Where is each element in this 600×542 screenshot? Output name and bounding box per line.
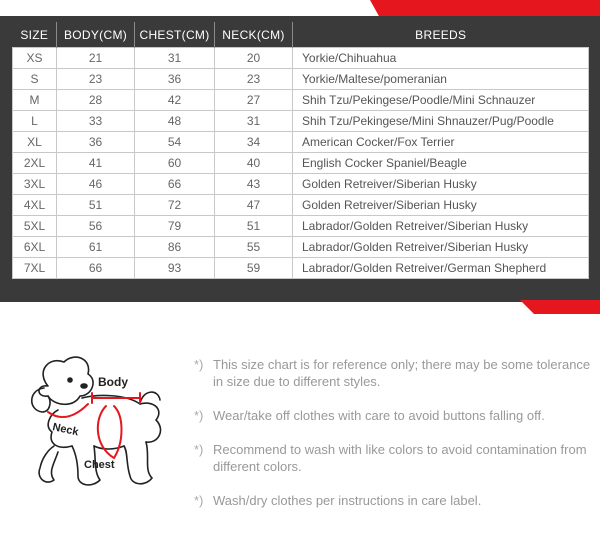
cell-body: 51 xyxy=(57,195,135,216)
body-label: Body xyxy=(98,375,128,389)
note-bullet: *) xyxy=(194,493,204,508)
cell-chest: 42 xyxy=(135,90,215,111)
cell-chest: 72 xyxy=(135,195,215,216)
cell-neck: 55 xyxy=(215,237,293,258)
table-row xyxy=(13,48,589,69)
cell-chest: 60 xyxy=(135,153,215,174)
note-bullet: *) xyxy=(194,408,204,423)
cell-breeds: Labrador/Golden Retreiver/German Shepherd xyxy=(293,258,589,279)
note-bullet: *) xyxy=(194,442,204,457)
cell-chest: 54 xyxy=(135,132,215,153)
cell-body: 33 xyxy=(57,111,135,132)
cell-breeds: English Cocker Spaniel/Beagle xyxy=(293,153,589,174)
cell-neck: 40 xyxy=(215,153,293,174)
note-text: This size chart is for reference only; there may be some tolerance in size due to different styles. xyxy=(213,357,591,389)
header-neck: NECK(CM) xyxy=(215,22,293,48)
neck-measure-line xyxy=(48,404,88,417)
note-text: Recommend to wash with like colors to avoid contamination from different colors. xyxy=(213,442,587,474)
header-chest: CHEST(CM) xyxy=(135,22,215,48)
cell-breeds: Golden Retreiver/Siberian Husky xyxy=(293,195,589,216)
cell-body: 21 xyxy=(57,48,135,69)
cell-breeds: American Cocker/Fox Terrier xyxy=(293,132,589,153)
cell-chest: 93 xyxy=(135,258,215,279)
cell-size: XL xyxy=(13,132,57,153)
cell-size: S xyxy=(13,69,57,90)
neck-label: Neck xyxy=(51,421,80,439)
cell-breeds: Golden Retreiver/Siberian Husky xyxy=(293,174,589,195)
cell-body: 66 xyxy=(57,258,135,279)
table-row xyxy=(13,237,589,258)
cell-neck: 47 xyxy=(215,195,293,216)
table-row xyxy=(13,111,589,132)
chest-label: Chest xyxy=(84,459,115,471)
cell-body: 41 xyxy=(57,153,135,174)
note-bullet: *) xyxy=(194,357,204,372)
cell-breeds: Labrador/Golden Retreiver/Siberian Husky xyxy=(293,237,589,258)
cell-neck: 43 xyxy=(215,174,293,195)
cell-neck: 27 xyxy=(215,90,293,111)
cell-neck: 59 xyxy=(215,258,293,279)
table-row xyxy=(13,174,589,195)
cell-breeds: Shih Tzu/Pekingese/Mini Shnauzer/Pug/Poodle xyxy=(293,111,589,132)
table-row xyxy=(13,195,589,216)
header-body: BODY(CM) xyxy=(57,22,135,48)
cell-chest: 48 xyxy=(135,111,215,132)
cell-body: 61 xyxy=(57,237,135,258)
cell-neck: 51 xyxy=(215,216,293,237)
table-header-row xyxy=(13,22,589,48)
cell-chest: 36 xyxy=(135,69,215,90)
cell-neck: 31 xyxy=(215,111,293,132)
chest-measure-line xyxy=(98,406,122,458)
cell-size: 4XL xyxy=(13,195,57,216)
cell-chest: 86 xyxy=(135,237,215,258)
note-item xyxy=(194,356,594,390)
cell-breeds: Shih Tzu/Pekingese/Poodle/Mini Schnauzer xyxy=(293,90,589,111)
header-breeds: BREEDS xyxy=(293,22,589,48)
table-row xyxy=(13,69,589,90)
cell-neck: 20 xyxy=(215,48,293,69)
cell-body: 36 xyxy=(57,132,135,153)
cell-chest: 66 xyxy=(135,174,215,195)
cell-body: 23 xyxy=(57,69,135,90)
cell-size: 3XL xyxy=(13,174,57,195)
cell-chest: 31 xyxy=(135,48,215,69)
red-accent-corner xyxy=(520,300,600,314)
size-chart-table xyxy=(12,22,589,279)
cell-breeds: Yorkie/Maltese/pomeranian xyxy=(293,69,589,90)
cell-neck: 34 xyxy=(215,132,293,153)
table-row xyxy=(13,90,589,111)
cell-body: 46 xyxy=(57,174,135,195)
cell-size: 7XL xyxy=(13,258,57,279)
cell-size: M xyxy=(13,90,57,111)
cell-size: 6XL xyxy=(13,237,57,258)
note-text: Wear/take off clothes with care to avoid buttons falling off. xyxy=(213,408,545,423)
cell-breeds: Yorkie/Chihuahua xyxy=(293,48,589,69)
care-notes xyxy=(194,356,594,526)
cell-neck: 23 xyxy=(215,69,293,90)
header-size: SIZE xyxy=(20,27,49,42)
dog-measurement-diagram xyxy=(14,346,174,496)
cell-chest: 79 xyxy=(135,216,215,237)
note-item xyxy=(194,407,594,424)
cell-body: 56 xyxy=(57,216,135,237)
cell-body: 28 xyxy=(57,90,135,111)
cell-size: XS xyxy=(13,48,57,69)
note-text: Wash/dry clothes per instructions in care label. xyxy=(213,493,482,508)
cell-size: 2XL xyxy=(13,153,57,174)
table-row xyxy=(13,153,589,174)
note-item xyxy=(194,441,594,475)
note-item xyxy=(194,492,594,509)
cell-size: L xyxy=(13,111,57,132)
cell-size: 5XL xyxy=(13,216,57,237)
table-row xyxy=(13,132,589,153)
table-row xyxy=(13,216,589,237)
table-row xyxy=(13,258,589,279)
cell-breeds: Labrador/Golden Retreiver/Siberian Husky xyxy=(293,216,589,237)
